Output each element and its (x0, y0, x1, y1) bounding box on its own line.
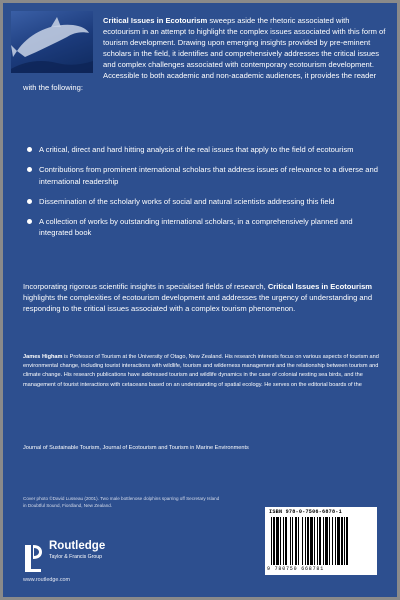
intro-text: sweeps aside the rhetoric associated with ecotourism in an attempt to highlight the complex issues associated with this form of tourism development. Drawing upon emerging insights provided by pre-eminent scholars in the field, it identifies and comprehensively addresses the critical issues and complex challenges associated with contemporary ecotourism development. Accessible to both academic and non-academic audiences, it provides the reader with the following: (23, 16, 386, 92)
bullet-icon (27, 147, 32, 152)
feature-list (23, 144, 379, 248)
barcode-digits: 9 780750 668781 (267, 566, 325, 572)
editorial-boards: Journal of Sustainable Tourism, Journal of Ecotourism and Tourism in Marine Environments (23, 445, 249, 451)
book-title: Critical Issues in Ecotourism (103, 16, 208, 25)
publisher-group: Taylor & Francis Group (49, 554, 103, 560)
author-name: James Higham (23, 354, 63, 360)
publisher-name: Routledge (49, 540, 106, 552)
barcode-bars (271, 517, 371, 565)
bullet-icon (27, 199, 32, 204)
photo-credit: Cover photo ©David Lusseau (2001). Two male bottlenose dolphins sparring off Secretary Island in Doubtful Sound, Fiordland, New Zealand. (23, 496, 220, 509)
publisher-website: www.routledge.com (23, 577, 71, 583)
back-cover (3, 3, 397, 597)
publisher-block (49, 539, 189, 561)
book-title-inline: Critical Issues in Ecotourism (267, 282, 373, 291)
isbn-label: ISBN 978-0-7506-6878-1 (269, 509, 342, 515)
routledge-logo-icon (23, 543, 43, 573)
list-item: A critical, direct and hard hitting analysis of the real issues that apply to the field of ecotourism (23, 144, 379, 155)
bullet-icon (27, 219, 32, 224)
author-bio: James Higham is Professor of Tourism at the University of Otago, New Zealand. His research interests focus on various aspects of tourism and environmental change, including tourist interactions with wildlife, tourism and wilderness management and the relationship between tourism and climate change. His research publications have addressed tourism and wildlife dynamics in the case of colonial nesting sea birds, and the management of tourist interactions with cetaceans based on an understanding of spatial ecology. He serves on the editorial boards of the (23, 354, 379, 388)
intro-paragraph (23, 15, 387, 93)
list-item: Contributions from prominent international scholars that address issues of relevance to a diverse and international readership (23, 164, 379, 187)
closing-paragraph: Incorporating rigorous scientific insights in specialised fields of research, Critical Issues in Ecotourism highlights the complexities of ecotourism development and addresses the urgency of understanding and responding to the critical issues associated with a complex tourism phenomenon. (23, 282, 373, 314)
bullet-icon (27, 167, 32, 172)
barcode (265, 507, 377, 575)
list-item: Dissemination of the scholarly works of social and natural scientists addressing this field (23, 196, 379, 207)
list-item: A collection of works by outstanding international scholars, in a comprehensively planned and integrated book (23, 216, 379, 239)
